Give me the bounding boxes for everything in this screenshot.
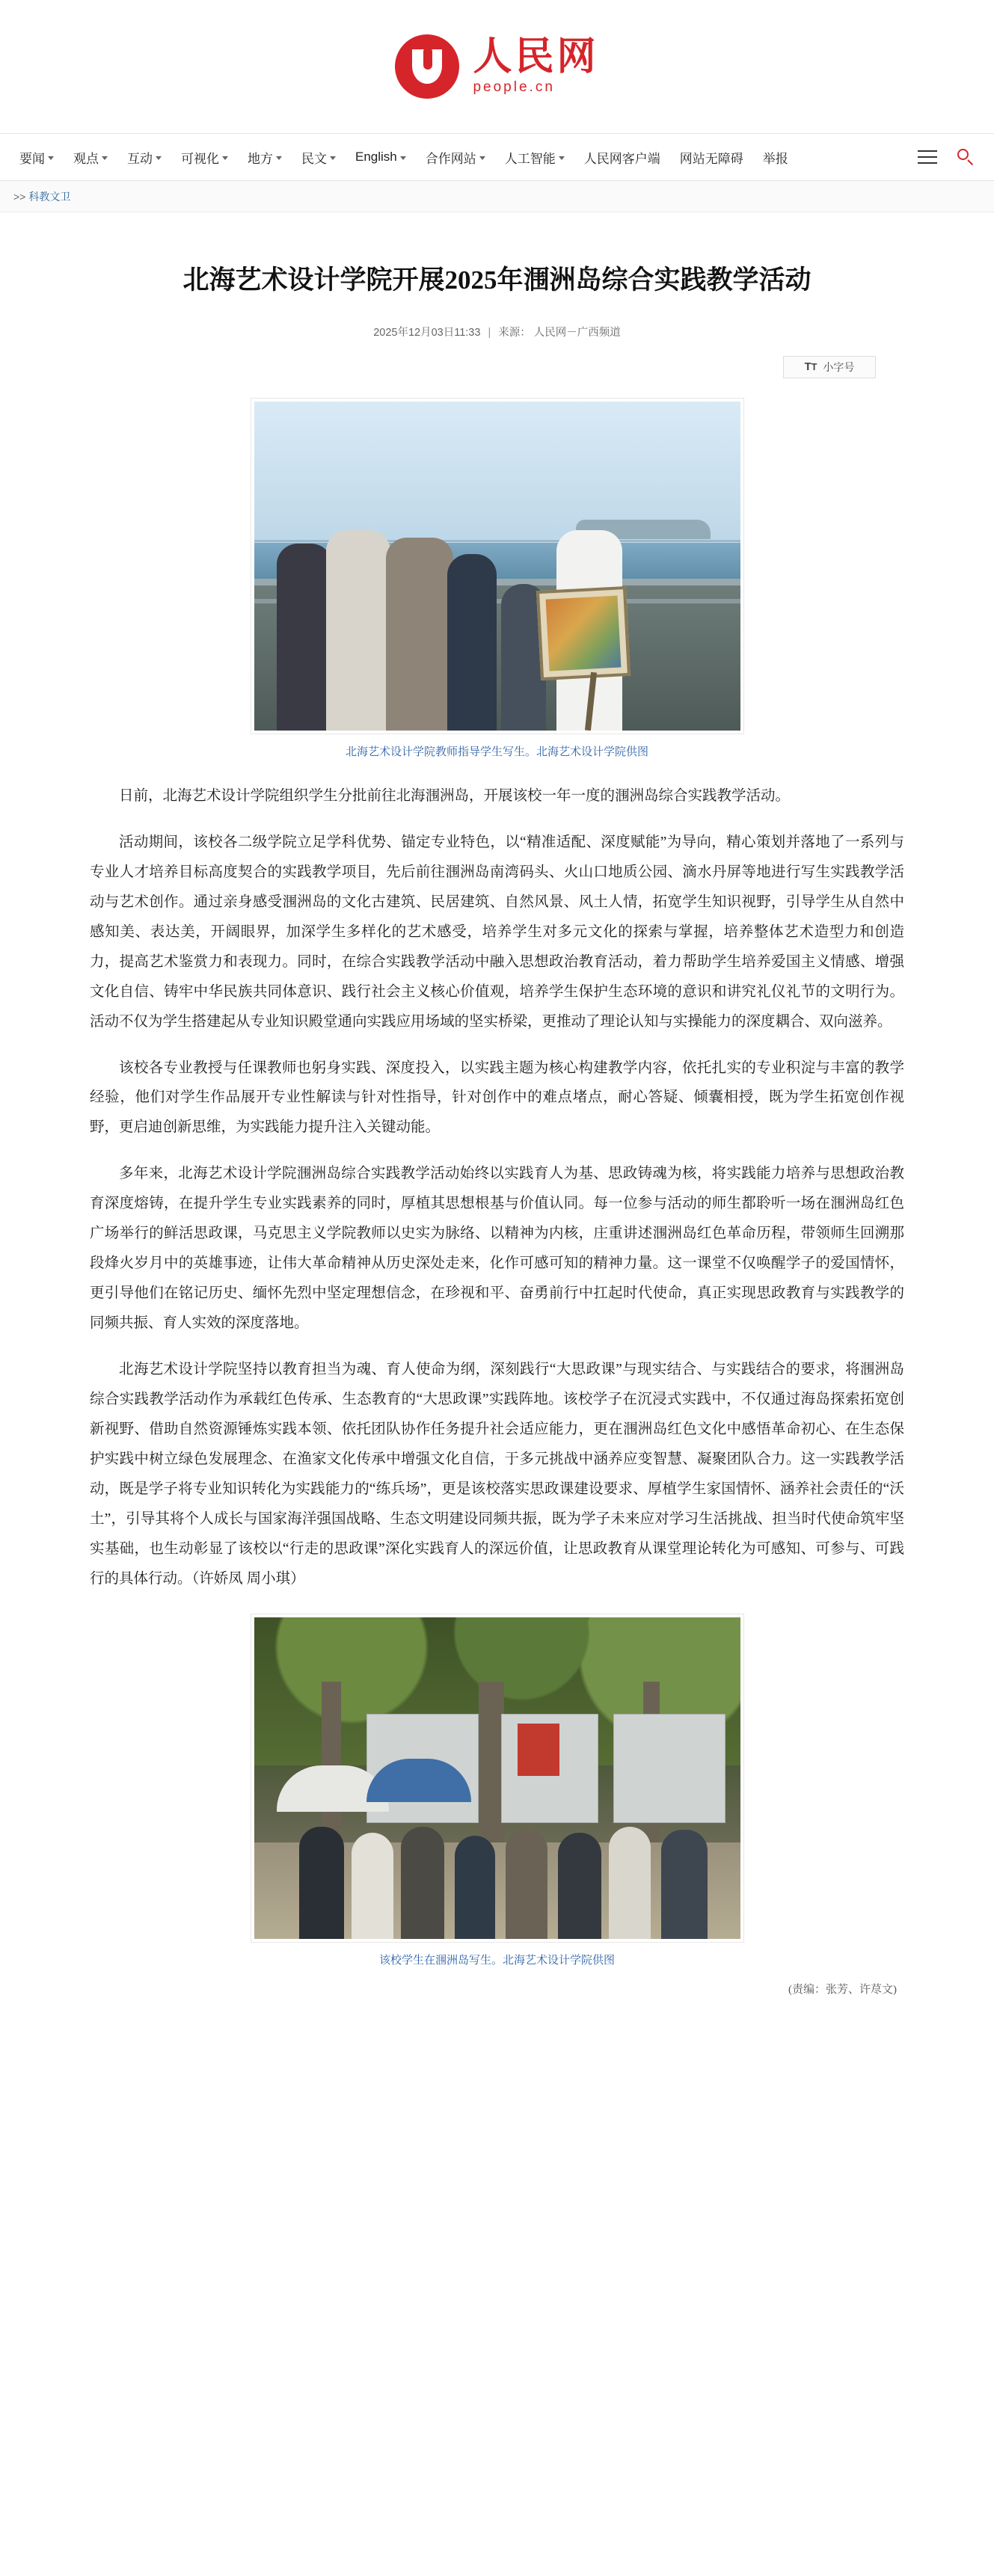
source-label: 来源： bbox=[498, 326, 531, 339]
publish-date: 2025年12月03日11:33 bbox=[373, 326, 481, 339]
nav-label: 人工智能 bbox=[504, 151, 556, 166]
nav-item-hudong[interactable] bbox=[127, 148, 162, 167]
article-figure-1 bbox=[90, 398, 904, 759]
photo-street-sketching bbox=[254, 1617, 740, 1939]
article-paragraph-2: 活动期间，该校各二级学院立足学科优势、锚定专业特色，以“精准适配、深度赋能”为导向，精心策划并落地了一系列与专业人才培养目标高度契合的实践教学项目，先后前往涠洲岛南湾码头、火山口地质公园、滴水丹屏等地进行写生实践教学活动与艺术创作。通过亲身感受涠洲岛的文化古建筑、民居建筑、自然风景、风土人情，拓宽学生知识视野，引导学生从自然中感知美、表达美，开阔眼界，加深学生多样化的艺术感受，培养学生对多元文化的探索与掌握，培养整体艺术造型力和创造力，提高艺术鉴赏力和表现力。同时，在综合实践教学活动中融入思想政治教育活动，着力帮助学生培养爱国主义情感、增强文化自信、铸牢中华民族共同体意识、践行社会主义核心价值观，培养学生保护生态环境的意识和讲究礼仪礼节的文明行为。活动不仅为学生搭建起从专业知识殿堂通向实践应用场域的坚实桥梁，更推动了理论认知与实操能力的深度耦合、双向滋养。 bbox=[90, 834, 904, 1030]
nav-label: 观点 bbox=[73, 151, 99, 166]
logo-text-chinese: 人民网 bbox=[473, 34, 599, 79]
chevron-down-icon bbox=[48, 156, 54, 160]
nav-item-list bbox=[19, 148, 903, 167]
nav-item-app[interactable] bbox=[584, 148, 660, 167]
font-size-label: 小字号 bbox=[823, 360, 855, 373]
article-paragraph-5: 北海艺术设计学院坚持以教育担当为魂、育人使命为纲，深刻践行“大思政课”与现实结合、与实践结合的要求，将涠洲岛综合实践教学活动作为承载红色传承、生态教育的“大思政课”实践阵地。该校学子在沉浸式实践中，不仅通过海岛探索拓宽创新视野、借助自然资源锤炼实践本领、依托团队协作任务提升社会适应能力，更在涠洲岛红色文化中感悟革命初心、在生态保护实践中树立绿色发展理念、在渔家文化传承中增强文化自信，于多元挑战中涵养应变智慧、凝聚团队合力。这一实践教学活动，既是学子将专业知识转化为实践能力的“练兵场”，更是该校落实思政课建设要求、厚植学生家国情怀、涵养社会责任的“沃土”，引导其将个人成长与国家海洋强国战略、生态文明建设同频共振，既为学子未来应对学习生活挑战、担当时代使命筑牢坚实基础，也生动彰显了该校以“行走的思政课”深化实践育人的深远价值，让思政教育从课堂理论转化为可感知、可参与、可践行的具体行动。（许娇凤 周小琪） bbox=[90, 1362, 904, 1587]
nav-item-minwen[interactable] bbox=[301, 148, 336, 167]
nav-item-difang[interactable] bbox=[248, 148, 282, 167]
nav-label: 互动 bbox=[127, 151, 153, 166]
nav-item-yaowen[interactable] bbox=[19, 148, 54, 167]
nav-item-accessibility[interactable] bbox=[680, 148, 743, 167]
editor-credit: (责编：张芳、许荩文) bbox=[788, 1983, 897, 1996]
chevron-down-icon bbox=[400, 156, 406, 160]
nav-label: 举报 bbox=[762, 151, 788, 166]
nav-item-hezuowangzhan[interactable] bbox=[426, 148, 485, 167]
nav-item-english[interactable] bbox=[355, 150, 406, 165]
breadcrumb bbox=[0, 181, 994, 212]
article-paragraph-1: 日前，北海艺术设计学院组织学生分批前往北海涠洲岛，开展该校一年一度的涠洲岛综合实践教学活动。 bbox=[119, 787, 791, 804]
hamburger-icon[interactable] bbox=[918, 150, 937, 164]
article-paragraph-3: 该校各专业教授与任课教师也躬身实践、深度投入，以实践主题为核心构建教学内容，依托扎实的专业积淀与丰富的教学经验，他们对学生作品展开专业性解读与针对性指导，针对创作中的难点堵点，耐心答疑、倾囊相授，既为学生拓宽创作视野，更启迪创新思维，为实践能力提升注入关键动能。 bbox=[90, 1060, 904, 1136]
chevron-down-icon bbox=[156, 156, 162, 160]
article-body bbox=[90, 781, 904, 1594]
main-navigation bbox=[0, 133, 994, 181]
breadcrumb-prefix: >> bbox=[13, 190, 26, 203]
nav-label: 网站无障碍 bbox=[679, 151, 743, 166]
site-logo[interactable] bbox=[395, 34, 598, 99]
article-figure-2 bbox=[90, 1614, 904, 1967]
nav-label: 地方 bbox=[248, 151, 273, 166]
source-name: 人民网－广西频道 bbox=[533, 326, 621, 339]
page-title: 北海艺术设计学院开展2025年涠洲岛综合实践教学活动 bbox=[182, 265, 812, 295]
breadcrumb-link-current[interactable]: 科教文卫 bbox=[28, 190, 71, 203]
figure-caption-1: 北海艺术设计学院教师指导学生写生。北海艺术设计学院供图 bbox=[345, 746, 648, 758]
nav-item-rengongzhineng[interactable] bbox=[505, 148, 565, 167]
search-icon[interactable] bbox=[957, 148, 975, 166]
chevron-down-icon bbox=[102, 156, 108, 160]
figure-frame bbox=[251, 1614, 744, 1943]
nav-item-guandian[interactable] bbox=[73, 148, 108, 167]
nav-actions bbox=[918, 148, 975, 166]
chevron-down-icon bbox=[222, 156, 228, 160]
figure-frame bbox=[251, 398, 744, 734]
people-cn-logo-icon bbox=[395, 34, 459, 99]
nav-label: 人民网客户端 bbox=[583, 151, 660, 166]
chevron-down-icon bbox=[276, 156, 282, 160]
chevron-down-icon bbox=[559, 156, 565, 160]
font-size-control[interactable] bbox=[783, 356, 876, 378]
photo-seaside-painting bbox=[254, 402, 740, 731]
nav-label: 要闻 bbox=[19, 151, 45, 166]
nav-label: 合作网站 bbox=[425, 151, 476, 166]
nav-item-report[interactable] bbox=[763, 148, 788, 167]
chevron-down-icon bbox=[479, 156, 485, 160]
figure-caption-2: 该校学生在涠洲岛写生。北海艺术设计学院供图 bbox=[378, 1954, 615, 1967]
logo-text-english: people.cn bbox=[473, 79, 555, 96]
article-paragraph-4: 多年来，北海艺术设计学院涠洲岛综合实践教学活动始终以实践育人为基、思政铸魂为核，将实践能力培养与思想政治教育深度熔铸，在提升学生专业实践素养的同时，厚植其思想根基与价值认同。每一位参与活动的师生都聆听一场在涠洲岛红色广场举行的鲜活思政课，马克思主义学院教师以史实为脉络、以精神为内核，庄重讲述涠洲岛红色革命历程，带领师生回溯那段烽火岁月中的英雄事迹，让伟大革命精神从历史深处走来，化作可感可知的精神力量。这一课堂不仅唤醒学子的爱国情怀，更引导他们在铭记历史、缅怀先烈中坚定理想信念，在珍视和平、奋勇前行中扛起时代使命，真正实现思政教育与实践教学的同频共振、育人实效的深度落地。 bbox=[90, 1166, 904, 1332]
site-masthead bbox=[0, 0, 994, 133]
nav-label: 可视化 bbox=[181, 151, 219, 166]
article-container bbox=[0, 212, 994, 2041]
nav-item-keshihua[interactable] bbox=[181, 148, 228, 167]
chevron-down-icon bbox=[330, 156, 336, 160]
nav-label: 民文 bbox=[301, 151, 327, 166]
text-size-icon: TT bbox=[804, 360, 817, 374]
nav-label: English bbox=[355, 150, 397, 164]
article-meta: 2025年12月03日11:33 | 来源： 人民网－广西频道 bbox=[373, 326, 621, 339]
